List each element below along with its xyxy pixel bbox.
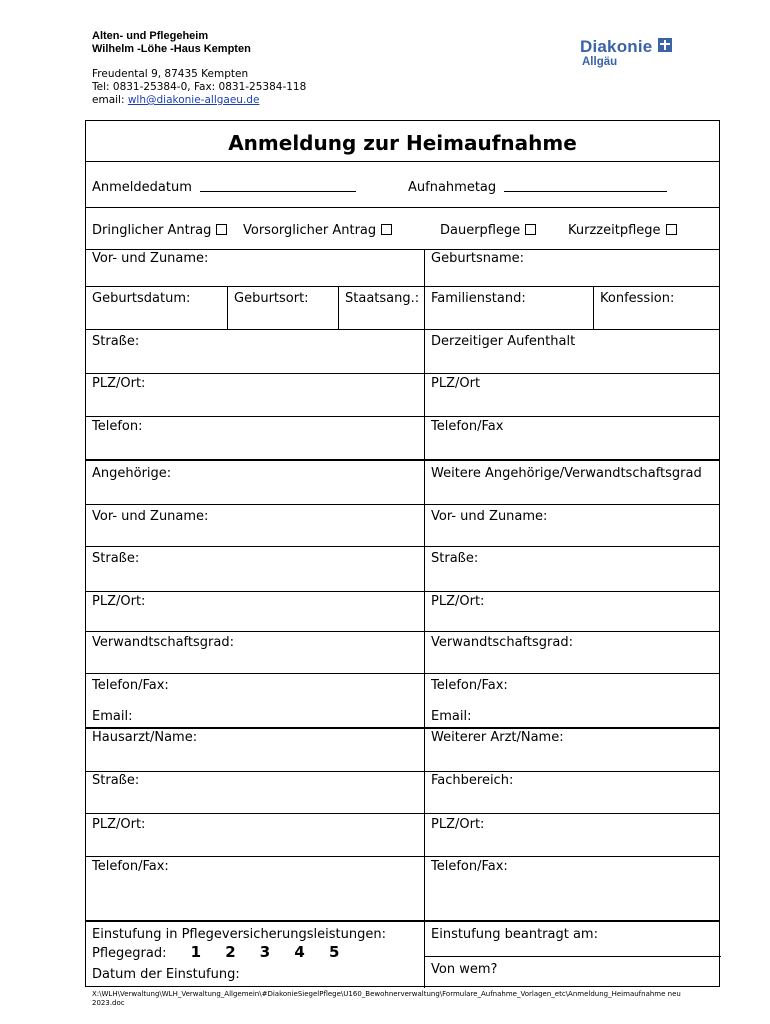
aufnahmetag-field[interactable] (408, 179, 667, 195)
divider (86, 771, 719, 772)
logo-region: Allgäu (582, 56, 618, 68)
pflegegrad-row (92, 945, 339, 961)
org-address: Freudental 9, 87435 Kempten (92, 68, 249, 80)
angehoerige-telefon-field[interactable]: Telefon/Fax: (92, 678, 169, 693)
org-name-line2: Wilhelm -Löhe -Haus Kempten (92, 43, 251, 55)
familienstand-field[interactable]: Familienstand: (431, 291, 526, 306)
dauerpflege-label: Dauerpflege (440, 223, 521, 238)
pflegegrad-option-4[interactable]: 4 (294, 943, 305, 961)
arzt-telefon-field[interactable]: Telefon/Fax: (92, 859, 169, 874)
pflegegrad-option-2[interactable]: 2 (225, 943, 236, 961)
kurzzeitpflege-label: Kurzzeitpflege (568, 223, 661, 238)
column-divider (424, 249, 425, 988)
konfession-field[interactable]: Konfession: (600, 291, 675, 306)
column-divider (338, 286, 339, 329)
divider (86, 286, 719, 287)
divider (86, 546, 719, 547)
pflegegrad-option-3[interactable]: 3 (259, 943, 271, 961)
divider (86, 856, 719, 857)
einstufung-title: Einstufung in Pflegeversicherungsleistungen: (92, 927, 386, 942)
section-divider (86, 920, 719, 922)
email-label: email: (92, 94, 128, 106)
weitere-verwandtschaft-field[interactable]: Verwandtschaftsgrad: (431, 635, 573, 650)
aufenthalt-field[interactable]: Derzeitiger Aufenthalt (431, 334, 576, 349)
dauerpflege-option[interactable] (440, 223, 536, 238)
kurzzeitpflege-option[interactable] (568, 223, 677, 238)
dringlich-checkbox[interactable] (216, 224, 227, 235)
telefon-field[interactable]: Telefon: (92, 419, 143, 434)
column-divider (593, 286, 594, 329)
registration-form (85, 120, 720, 987)
weitere-email-field[interactable]: Email: (431, 709, 472, 724)
anmeldedatum-label: Anmeldedatum (92, 180, 192, 195)
von-wem-field[interactable]: Von wem? (431, 962, 498, 977)
section-divider (86, 727, 719, 729)
angehoerige-email-field[interactable]: Email: (92, 709, 133, 724)
org-name-line1: Alten- und Pflegeheim (92, 30, 209, 42)
vorsorglich-checkbox[interactable] (381, 224, 392, 235)
angehoerige-name-field[interactable]: Vor- und Zuname: (92, 509, 209, 524)
weitere-telefon-field[interactable]: Telefon/Fax: (431, 678, 508, 693)
anmeldedatum-line[interactable] (200, 179, 356, 192)
pflegegrad-label: Pflegegrad: (92, 946, 167, 961)
divider (86, 416, 719, 417)
section-divider (86, 459, 719, 461)
divider (424, 956, 721, 957)
form-title: Anmeldung zur Heimaufnahme (228, 131, 577, 155)
anmeldedatum-field[interactable] (92, 179, 356, 195)
org-phone-fax: Tel: 0831-25384-0, Fax: 0831-25384-118 (92, 81, 307, 93)
divider (86, 207, 719, 208)
arzt-plz-ort-field[interactable]: PLZ/Ort: (92, 817, 146, 832)
divider (86, 591, 719, 592)
name-field[interactable]: Vor- und Zuname: (92, 251, 209, 266)
divider (86, 631, 719, 632)
datum-einstufung-field[interactable]: Datum der Einstufung: (92, 967, 240, 982)
divider (86, 373, 719, 374)
weiterer-arzt-field[interactable]: Weiterer Arzt/Name: (431, 730, 564, 745)
weitere-strasse-field[interactable]: Straße: (431, 551, 479, 566)
strasse-field[interactable]: Straße: (92, 334, 140, 349)
fachbereich-field[interactable]: Fachbereich: (431, 773, 514, 788)
plz-ort-field[interactable]: PLZ/Ort: (92, 376, 146, 391)
vorsorglich-label: Vorsorglicher Antrag (243, 223, 377, 238)
aufnahmetag-label: Aufnahmetag (408, 180, 497, 195)
footer-file-path: X:\WLH\Verwaltung\WLH_Verwaltung_Allgemein\#DiakonieSiegelPflege\U160_Bewohnerverwaltung\Formulare_Aufnahme_Vorlagen_etc\Anmeldung_Heimaufnahme neu 2023.doc (92, 990, 681, 1007)
divider (86, 504, 719, 505)
geburtsort-field[interactable]: Geburtsort: (234, 291, 309, 306)
staatsangehoerigkeit-field[interactable]: Staatsang.: (345, 291, 420, 306)
dringlich-label: Dringlicher Antrag (92, 223, 212, 238)
cross-icon (658, 38, 672, 52)
divider (86, 813, 719, 814)
plz-ort-right-field[interactable]: PLZ/Ort (431, 376, 481, 391)
divider (86, 329, 719, 330)
weiterer-arzt-telefon-field[interactable]: Telefon/Fax: (431, 859, 508, 874)
divider (86, 249, 719, 250)
divider (86, 673, 719, 674)
telefon-fax-right-field[interactable]: Telefon/Fax (431, 419, 504, 434)
kurzzeitpflege-checkbox[interactable] (666, 224, 677, 235)
angehoerige-header: Angehörige: (92, 466, 172, 481)
vorsorglich-option[interactable] (243, 223, 392, 238)
angehoerige-strasse-field[interactable]: Straße: (92, 551, 140, 566)
weitere-plz-ort-field[interactable]: PLZ/Ort: (431, 594, 485, 609)
dauerpflege-checkbox[interactable] (525, 224, 536, 235)
logo-name: Diakonie (580, 37, 653, 56)
email-link[interactable]: wlh@diakonie-allgaeu.de (127, 94, 260, 106)
divider (86, 161, 719, 162)
weitere-angehoerige-header: Weitere Angehörige/Verwandtschaftsgrad (431, 466, 702, 481)
org-email (92, 94, 259, 107)
aufnahmetag-line[interactable] (504, 179, 667, 192)
weitere-name-field[interactable]: Vor- und Zuname: (431, 509, 548, 524)
angehoerige-plz-ort-field[interactable]: PLZ/Ort: (92, 594, 146, 609)
diakonie-logo (580, 37, 672, 57)
geburtsname-field[interactable]: Geburtsname: (431, 251, 525, 266)
arzt-strasse-field[interactable]: Straße: (92, 773, 140, 788)
einstufung-beantragt-field[interactable]: Einstufung beantragt am: (431, 927, 598, 942)
hausarzt-field[interactable]: Hausarzt/Name: (92, 730, 198, 745)
geburtsdatum-field[interactable]: Geburtsdatum: (92, 291, 191, 306)
dringlich-option[interactable] (92, 223, 227, 238)
weiterer-arzt-plz-ort-field[interactable]: PLZ/Ort: (431, 817, 485, 832)
pflegegrad-option-5[interactable]: 5 (328, 943, 340, 961)
angehoerige-verwandtschaft-field[interactable]: Verwandtschaftsgrad: (92, 635, 234, 650)
pflegegrad-option-1[interactable]: 1 (190, 943, 202, 961)
column-divider (227, 286, 228, 329)
